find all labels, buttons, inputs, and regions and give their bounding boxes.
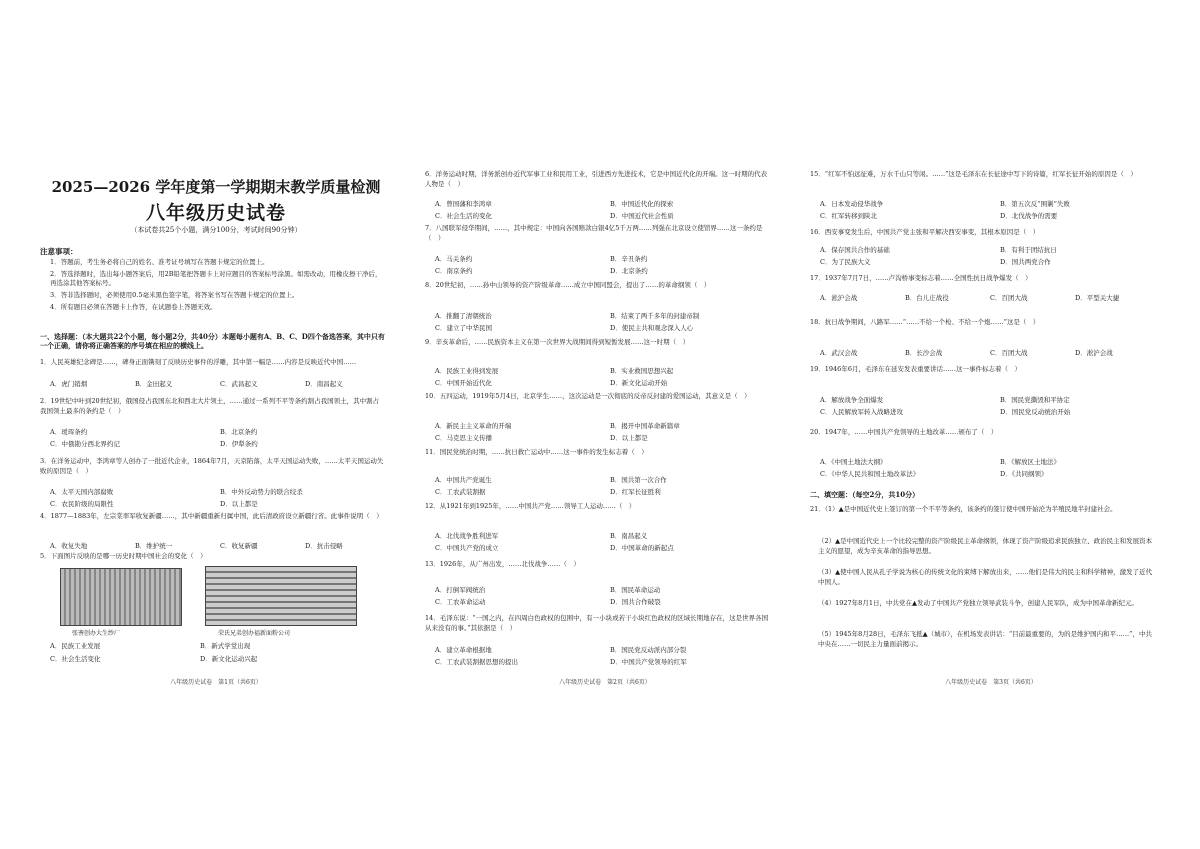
option: D．抗击侵略	[305, 542, 343, 550]
option: B．揭开中国革命新篇章	[610, 422, 680, 430]
question-19: 19．1946年6月，毛泽东在延安发表重要讲话……这一事件标志着（ ）	[810, 365, 1021, 373]
option: D．《共同纲领》	[1000, 470, 1048, 478]
flour-mill-photo	[205, 566, 357, 626]
option: D．国共合作破裂	[610, 598, 661, 606]
question-16: 16．西安事变发生后，中国共产党主张和平解决西安事变，其根本原因是（ ）	[810, 228, 1040, 236]
option: B．新式学堂出现	[200, 642, 251, 650]
option: D．红军长征胜利	[610, 488, 661, 496]
option: A．北伐战争胜利进军	[435, 532, 499, 540]
option: D．北伐战争的需要	[1000, 212, 1058, 220]
option: C．为了民族大义	[820, 258, 871, 266]
section-2-heading: 二、填空题：（每空2分，共10分）	[810, 490, 920, 499]
option: B．实业救国思想兴起	[610, 367, 674, 375]
option: A．保存国共合作的基础	[820, 246, 890, 254]
note-item: 4．所有题目必须在答题卡上作答，在试题卷上答题无效。	[50, 303, 217, 311]
option: D．使民主共和观念深入人心	[610, 324, 694, 332]
option: C．《中华人民共和国土地改革法》	[820, 470, 920, 478]
question-5: 5．下面图片反映的是哪一历史时期中国社会的变化（ ）	[40, 552, 207, 560]
option: C．工农武装割据思想的提出	[435, 658, 518, 666]
option: D．中国革命的新起点	[610, 544, 674, 552]
question-13: 13．1926年，从广州出发，……北伐战争……（ ）	[425, 560, 580, 568]
page-column-2	[425, 0, 785, 849]
photo-caption: 荣氏兄弟创办福新面粉公司	[218, 630, 291, 637]
question-14: 14．毛泽东说：“一国之内，在四周白色政权的包围中，有一小块或若干小块红色政权的区域长期地存在，这是世界各国从来没有的事。”其依据是（ ）	[425, 614, 769, 632]
option: C．武昌起义	[220, 380, 258, 388]
factory-photo	[60, 568, 182, 626]
option: A．《中国土地法大纲》	[820, 458, 887, 466]
option: A．瑷珲条约	[50, 428, 88, 436]
option: B．第五次反“围剿”失败	[1000, 200, 1070, 208]
option: B．北京条约	[220, 428, 258, 436]
option: B．国民党反动派内部分裂	[610, 646, 687, 654]
option: B．维护统一	[135, 542, 173, 550]
option: B．长沙会战	[905, 349, 943, 357]
fill-item: （3）▲使中国人民从孔子学说为核心的传统文化的束缚下解放出来，……他们是伟大的民主和科学精神，激发了近代中国人。	[818, 568, 1153, 586]
option: C．马克思主义传播	[435, 434, 492, 442]
question-17: 17．1937年7月7日，……卢沟桥事变标志着……全国性抗日战争爆发（ ）	[810, 274, 1032, 282]
option: D．新文化运动兴起	[200, 655, 258, 663]
question-4: 4．1877—1883年，左宗棠率军收复新疆……，其中新疆重新归属中国，此后清政府设立新疆行省。此事件说明（ ）	[40, 512, 383, 520]
page-footer: 八年级历史试卷 第1页（共6页）	[170, 679, 262, 686]
question-12: 12．从1921年到1925年，……中国共产党……领导工人运动……（ ）	[425, 502, 636, 510]
option: A．曾国藩和李鸿章	[435, 200, 492, 208]
option: D．以上都是	[610, 434, 648, 442]
notes-heading: 注意事项：	[40, 247, 78, 256]
option: A．打倒军阀统治	[435, 586, 486, 594]
question-7: 7．八国联军侵华期间，……，其中规定：中国向各国赔款白银4亿5千万两……列强在北京设立使馆界……这一条约是（ ）	[425, 224, 763, 242]
question-21: 21．（1）▲是中国近代史上签订的第一个不平等条约，该条约的签订使中国开始沦为半殖民地半封建社会。	[810, 505, 1117, 513]
question-2: 2．19世纪中叶到20世纪初，俄国侵占我国东北和西北大片领土，……通过一系列不平等条约割占我国领土，其中割占我国领土最多的条约是（ ）	[40, 397, 380, 415]
option: B．中外反动势力的联合绞杀	[220, 488, 303, 496]
note-item: 1．答题前，考生务必将自己的姓名、准考证号填写在答题卡规定的位置上。	[50, 258, 269, 266]
option: B．结束了两千多年的封建帝制	[610, 312, 700, 320]
page-footer: 八年级历史试卷 第3页（共6页）	[945, 679, 1037, 686]
question-15: 15．“红军不怕远征难，万水千山只等闲。……”这是毛泽东在长征途中写下的诗篇，红军长征开始的原因是（ ）	[810, 170, 1137, 178]
option: D．中国近代社会性质	[610, 212, 674, 220]
option: B．国共第一次合作	[610, 476, 667, 484]
option: A．建立革命根据地	[435, 646, 492, 654]
option: A．解放战争全面爆发	[820, 396, 884, 404]
option: C．社会生活的变化	[435, 212, 492, 220]
page-footer: 八年级历史试卷 第2页（共6页）	[559, 679, 651, 686]
question-1: 1．人民英雄纪念碑是……，碑身正面镌刻了反映历史事件的浮雕，其中第一幅是……内容是反映近代中国……	[40, 358, 357, 366]
option: A．民族工业得到发展	[435, 367, 499, 375]
option: C．建立了中华民国	[435, 324, 492, 332]
question-6: 6．洋务运动时期，洋务派创办近代军事工业和民用工业，引进西方先进技术，它是中国近代化的开端。这一时期的代表人物是（ ）	[425, 170, 768, 188]
option: B．国民革命运动	[610, 586, 661, 594]
option: B．国民党撕毁和平协定	[1000, 396, 1070, 404]
option: D．伊犁条约	[220, 440, 258, 448]
option: C．中国开始近代化	[435, 379, 492, 387]
option: D．平型关大捷	[1075, 294, 1120, 302]
option: C．收复新疆	[220, 542, 258, 550]
option: B．台儿庄战役	[905, 294, 949, 302]
option: C．红军转移到陕北	[820, 212, 877, 220]
option: C．南京条约	[435, 267, 473, 275]
option: A．收复失地	[50, 542, 88, 550]
question-8: 8．20世纪初，……孙中山领导的资产阶级革命……成立中国同盟会，提出了……的革命纲领（ ）	[425, 281, 711, 289]
option: D．中国共产党领导的红军	[610, 658, 687, 666]
fill-item: （5）1945年8月28日，毛泽东飞抵▲（城市），在机场发表讲话：“目前最重要的，为的是维护国内和平……”，中共中央在……一切民主力量面前揭示。	[818, 630, 1152, 648]
option: D．国民党反动统治开始	[1000, 408, 1071, 416]
option: D．淞沪会战	[1075, 349, 1113, 357]
question-9: 9．辛亥革命后，……民族资本主义在第一次世界大战期间得到短暂发展……这一时期（ ）	[425, 338, 690, 346]
option: C．工农武装割据	[435, 488, 486, 496]
option: B．金田起义	[135, 380, 173, 388]
question-18: 18．抗日战争期间，八路军……“……不给一个枪、不给一个炮……”这是（ ）	[810, 318, 1040, 326]
option: D．新文化运动开始	[610, 379, 668, 387]
grade-title: 八年级历史试卷	[145, 202, 286, 224]
exam-title: 2025—2026 学年度第一学期期末教学质量检测	[51, 178, 381, 196]
option: C．农民阶级的局限性	[50, 500, 114, 508]
question-3: 3．在洋务运动中，李鸿章等人创办了一批近代企业，1864年7月，天京陷落，太平天国运动失败，……太平天国运动失败的原因是（ ）	[40, 457, 384, 475]
option: C．人民解放军转入战略进攻	[820, 408, 903, 416]
option: A．日本发动侵华战争	[820, 200, 884, 208]
option: A．虎门销烟	[50, 380, 88, 388]
option: D．国共两党合作	[1000, 258, 1051, 266]
option: A．民族工业发展	[50, 642, 101, 650]
option: B．有利于团结抗日	[1000, 246, 1057, 254]
page-column-1	[40, 0, 392, 849]
option: C．中俄勘分西北界约记	[50, 440, 120, 448]
option: C．百团大战	[990, 294, 1028, 302]
option: C．中国共产党的成立	[435, 544, 499, 552]
option: A．淞沪会战	[820, 294, 858, 302]
option: B．中国近代化的探索	[610, 200, 674, 208]
fill-item: （4）1927年8月1日，中共党在▲发动了中国共产党独立领导武装斗争，创建人民军队，成为中国革命新纪元。	[818, 599, 1138, 607]
question-11: 11．国民党统治时期，……抗日救亡运动中……这一事件的发生标志着（ ）	[425, 448, 648, 456]
note-item: 3．答非选择题时，必须使用0.5毫米黑色签字笔，将答案书写在答题卡规定的位置上。	[50, 291, 299, 299]
option: C．百团大战	[990, 349, 1028, 357]
fill-item: （2）▲是中国近代史上一个比较完整的资产阶级民主革命纲领，体现了资产阶级追求民族独立、政治民主和发展资本主义的愿望，成为辛亥革命的指导思想。	[818, 537, 1153, 555]
option: A．推翻了清朝统治	[435, 312, 492, 320]
question-20: 20．1947年，……中国共产党领导的土地改革……颁布了（ ）	[810, 428, 998, 436]
option: D．以上都是	[220, 500, 258, 508]
option: A．中国共产党诞生	[435, 476, 492, 484]
option: A．新民主主义革命的开端	[435, 422, 512, 430]
option: C．工农革命运动	[435, 598, 486, 606]
option: A．马关条约	[435, 255, 473, 263]
note-item: 2．答选择题时，选出每小题答案后，用2B铅笔把答题卡上对应题目的答案标号涂黑。如需改动，用橡皮擦干净后，再选涂其他答案标号。	[50, 270, 382, 287]
option: D．北京条约	[610, 267, 648, 275]
option: A．太平天国内部腐败	[50, 488, 114, 496]
section-1-heading: 一、选择题：（本大题共22个小题，每小题2分，共40分）本题每小题有A、B、C、D四个备选答案，其中只有一个正确，请你将正确答案的序号填在相应的横线上。	[40, 332, 385, 350]
option: D．南昌起义	[305, 380, 343, 388]
option: B．南昌起义	[610, 532, 648, 540]
exam-meta: （本试卷共25个小题，满分100分，考试时间90分钟）	[130, 226, 302, 234]
option: B．辛丑条约	[610, 255, 648, 263]
option: B．《解放区土地法》	[1000, 458, 1061, 466]
photo-caption: 张謇创办大生纱厂	[72, 630, 121, 637]
option: A．武汉会战	[820, 349, 858, 357]
question-10: 10．五四运动，1919年5月4日，北京学生……，这次运动是一次彻底的反帝反封建的爱国运动，其意义是（ ）	[425, 392, 751, 400]
page-column-3	[810, 0, 1172, 849]
option: C．社会生活变化	[50, 655, 101, 663]
